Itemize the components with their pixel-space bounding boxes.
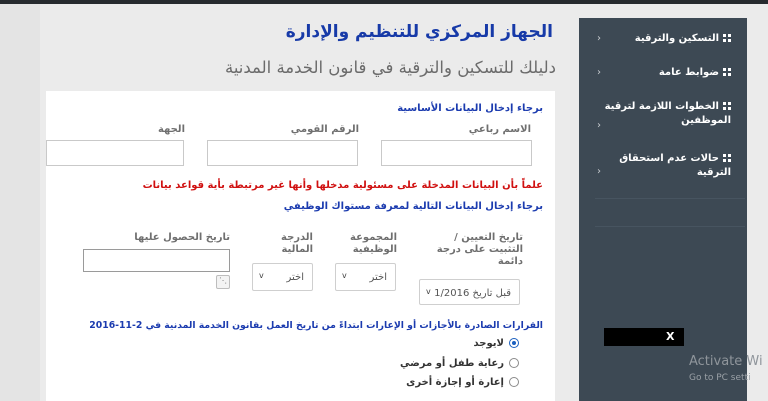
sidebar-item-label: الترقية [696, 167, 731, 178]
close-icon[interactable]: X [666, 330, 675, 343]
sidebar-item-label: التسكين والترقية [634, 33, 719, 44]
basic-data-heading: برجاء إدخال البيانات الأساسية [397, 103, 543, 114]
chevron-left-icon: ‹ [597, 166, 601, 177]
sidebar-item-promotion-steps[interactable] [579, 100, 747, 132]
page-title: الجهاز المركزي للتنظيم والإدارة [285, 22, 553, 42]
name-input[interactable] [381, 140, 532, 166]
sidebar-divider [595, 226, 745, 227]
functional-group-select[interactable]: اختر v [335, 263, 396, 291]
chevron-down-icon: v [342, 271, 347, 280]
left-margin [0, 4, 40, 401]
page-subtitle: دليلك للتسكين والترقية في قانون الخدمة المدنية [224, 58, 556, 77]
chevron-left-icon: ‹ [597, 33, 601, 44]
radio-button[interactable] [509, 338, 519, 348]
sidebar-item-label: الخطوات اللازمة لترقية [604, 101, 719, 112]
sidebar-item-non-eligibility[interactable] [579, 152, 747, 184]
appointment-date-select[interactable]: قبل تاريخ 1/2016 v [419, 279, 520, 305]
entity-input[interactable] [46, 140, 184, 166]
chevron-left-icon: ‹ [597, 120, 601, 131]
disclaimer-text: علماً بأن البيانات المدخلة على مسئولية مدخلها وأنها غير مرتبطة بأية قواعد بيانات [142, 180, 543, 191]
national-id-label: الرقم القومي [290, 124, 359, 135]
appointment-date-label: تاريخ التعيين / التثبيت على درجة دائمة [436, 232, 523, 267]
radio-option-childcare-sick[interactable]: رعاية طفل أو مرضي [400, 358, 519, 369]
grid-icon [723, 102, 731, 110]
top-bar [0, 0, 768, 4]
sidebar-divider [595, 198, 745, 199]
entity-label: الجهة [157, 124, 185, 135]
radio-button[interactable] [509, 377, 519, 387]
name-label: الاسم رباعي [468, 124, 531, 135]
decisions-heading: القرارات الصادرة بالأجازات أو الإعارات ابتداءً من تاريخ العمل بقانون الخدمة المدنية في 2-11-2016 [89, 320, 543, 331]
radio-button[interactable] [509, 358, 519, 368]
radio-option-none[interactable]: لايوجد [474, 338, 519, 349]
activate-windows-hint: Go to PC setti [689, 373, 751, 383]
sidebar-item-general-rules[interactable] [579, 66, 747, 82]
sidebar-item-label: الموظفين [681, 115, 731, 126]
sidebar-item-housing-promotion[interactable] [579, 32, 747, 48]
grid-icon [723, 34, 731, 42]
chevron-down-icon: v [426, 287, 431, 296]
activate-windows-title: Activate Wi [689, 354, 763, 369]
chevron-down-icon: v [259, 271, 264, 280]
resize-handle[interactable]: ⋰ [216, 275, 230, 289]
obtained-date-label: تاريخ الحصول عليها [134, 232, 230, 243]
obtained-date-input[interactable] [83, 249, 230, 272]
grid-icon [723, 154, 731, 162]
sidebar-item-label: ضوابط عامة [658, 67, 719, 78]
financial-grade-label: الدرجة المالية [281, 232, 313, 255]
close-overlay[interactable] [604, 328, 684, 346]
radio-option-secondment-leave[interactable]: إعارة أو إجازة أخرى [406, 377, 519, 388]
functional-group-label: المجموعة الوظيفية [350, 232, 397, 255]
form-panel [46, 91, 555, 401]
chevron-left-icon: ‹ [597, 67, 601, 78]
grid-icon [723, 68, 731, 76]
financial-grade-select[interactable]: اختر v [252, 263, 313, 291]
career-data-heading: برجاء إدخال البيانات التالية لمعرفة مستواك الوظيفي [283, 201, 543, 212]
sidebar-item-label: حالات عدم استحقاق [619, 153, 719, 164]
national-id-input[interactable] [207, 140, 358, 166]
